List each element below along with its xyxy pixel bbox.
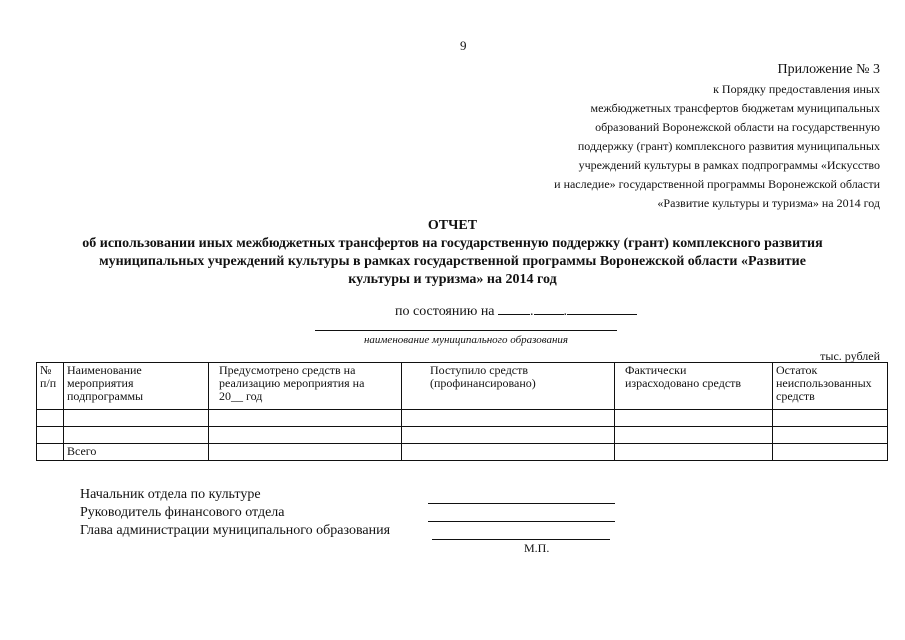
annex-line: поддержку (грант) комплексного развития муниципальных (577, 139, 880, 153)
signature-label-finance-head: Руководитель финансового отдела (80, 505, 285, 520)
municipality-field[interactable] (315, 330, 617, 331)
report-subtitle-line: культуры и туризма» на 2014 год (348, 272, 557, 287)
signature-field-culture-head[interactable] (428, 503, 615, 504)
total-label: Всего (64, 444, 209, 461)
table-cell[interactable] (37, 444, 64, 461)
date-separator: . (530, 304, 534, 319)
table-cell[interactable] (209, 410, 402, 427)
table-row (37, 427, 888, 444)
annex-line: учреждений культуры в рамках подпрограммы «Искусство (578, 158, 880, 172)
table-cell[interactable] (773, 427, 888, 444)
table-cell[interactable] (209, 427, 402, 444)
annex-line: к Порядку предоставления иных (713, 82, 880, 96)
table-cell[interactable] (37, 427, 64, 444)
table-cell[interactable] (64, 410, 209, 427)
table-cell[interactable] (615, 410, 773, 427)
table-cell[interactable] (37, 410, 64, 427)
table-cell[interactable] (773, 444, 888, 461)
table-header-row (37, 363, 888, 410)
signature-field-finance-head[interactable] (428, 521, 615, 522)
annex-line: «Развитие культуры и туризма» на 2014 год (657, 196, 880, 210)
report-title: ОТЧЕТ (427, 218, 478, 233)
table-cell[interactable] (402, 410, 615, 427)
signature-label-culture-head: Начальник отдела по культуре (80, 487, 261, 502)
table-total-row (37, 444, 888, 461)
page-number: 9 (460, 38, 467, 53)
table-row (37, 410, 888, 427)
table-cell[interactable] (402, 427, 615, 444)
stamp-label: М.П. (524, 541, 550, 555)
signature-field-administration-head[interactable] (432, 539, 610, 540)
column-header-remainder: Остаток неиспользованных средств (773, 363, 888, 410)
annex-line: образований Воронежской области на государственную (595, 120, 880, 134)
month-field[interactable] (534, 302, 564, 315)
units-label: тыс. рублей (820, 349, 880, 363)
column-header-spent: Фактически израсходовано средств (615, 363, 773, 410)
signature-label-administration-head: Глава администрации муниципального образования (80, 523, 391, 538)
table-cell[interactable] (402, 444, 615, 461)
column-header-activity: Наименование мероприятия подпрограммы (64, 363, 209, 410)
year-field[interactable] (567, 302, 637, 315)
municipality-caption: наименование муниципального образования (363, 334, 569, 346)
column-header-planned: Предусмотрено средств на реализацию мероприятия на 20__ год (209, 363, 402, 410)
report-table (36, 362, 888, 461)
date-separator: . (563, 304, 568, 319)
table-cell[interactable] (209, 444, 402, 461)
table-cell[interactable] (773, 410, 888, 427)
table-cell[interactable] (64, 427, 209, 444)
column-header-received: Поступило средств (профинансировано) (402, 363, 615, 410)
table-cell[interactable] (615, 444, 773, 461)
day-field[interactable] (498, 302, 530, 315)
report-subtitle-line: муниципальных учреждений культуры в рамках государственной программы Воронежской области «Развитие (99, 254, 806, 269)
status-label: по состоянию на (395, 304, 495, 319)
report-subtitle-line: об использовании иных межбюджетных трансфертов на государственную поддержку (грант) комплексного развития (82, 236, 823, 251)
annex-line: и наследие» государственной программы Воронежской области (554, 177, 880, 191)
annex-line: межбюджетных трансфертов бюджетам муниципальных (590, 101, 880, 115)
column-header-number: № п/п (37, 363, 64, 410)
annex-title: Приложение № 3 (777, 62, 880, 77)
table-cell[interactable] (615, 427, 773, 444)
report-date-line (395, 302, 637, 320)
